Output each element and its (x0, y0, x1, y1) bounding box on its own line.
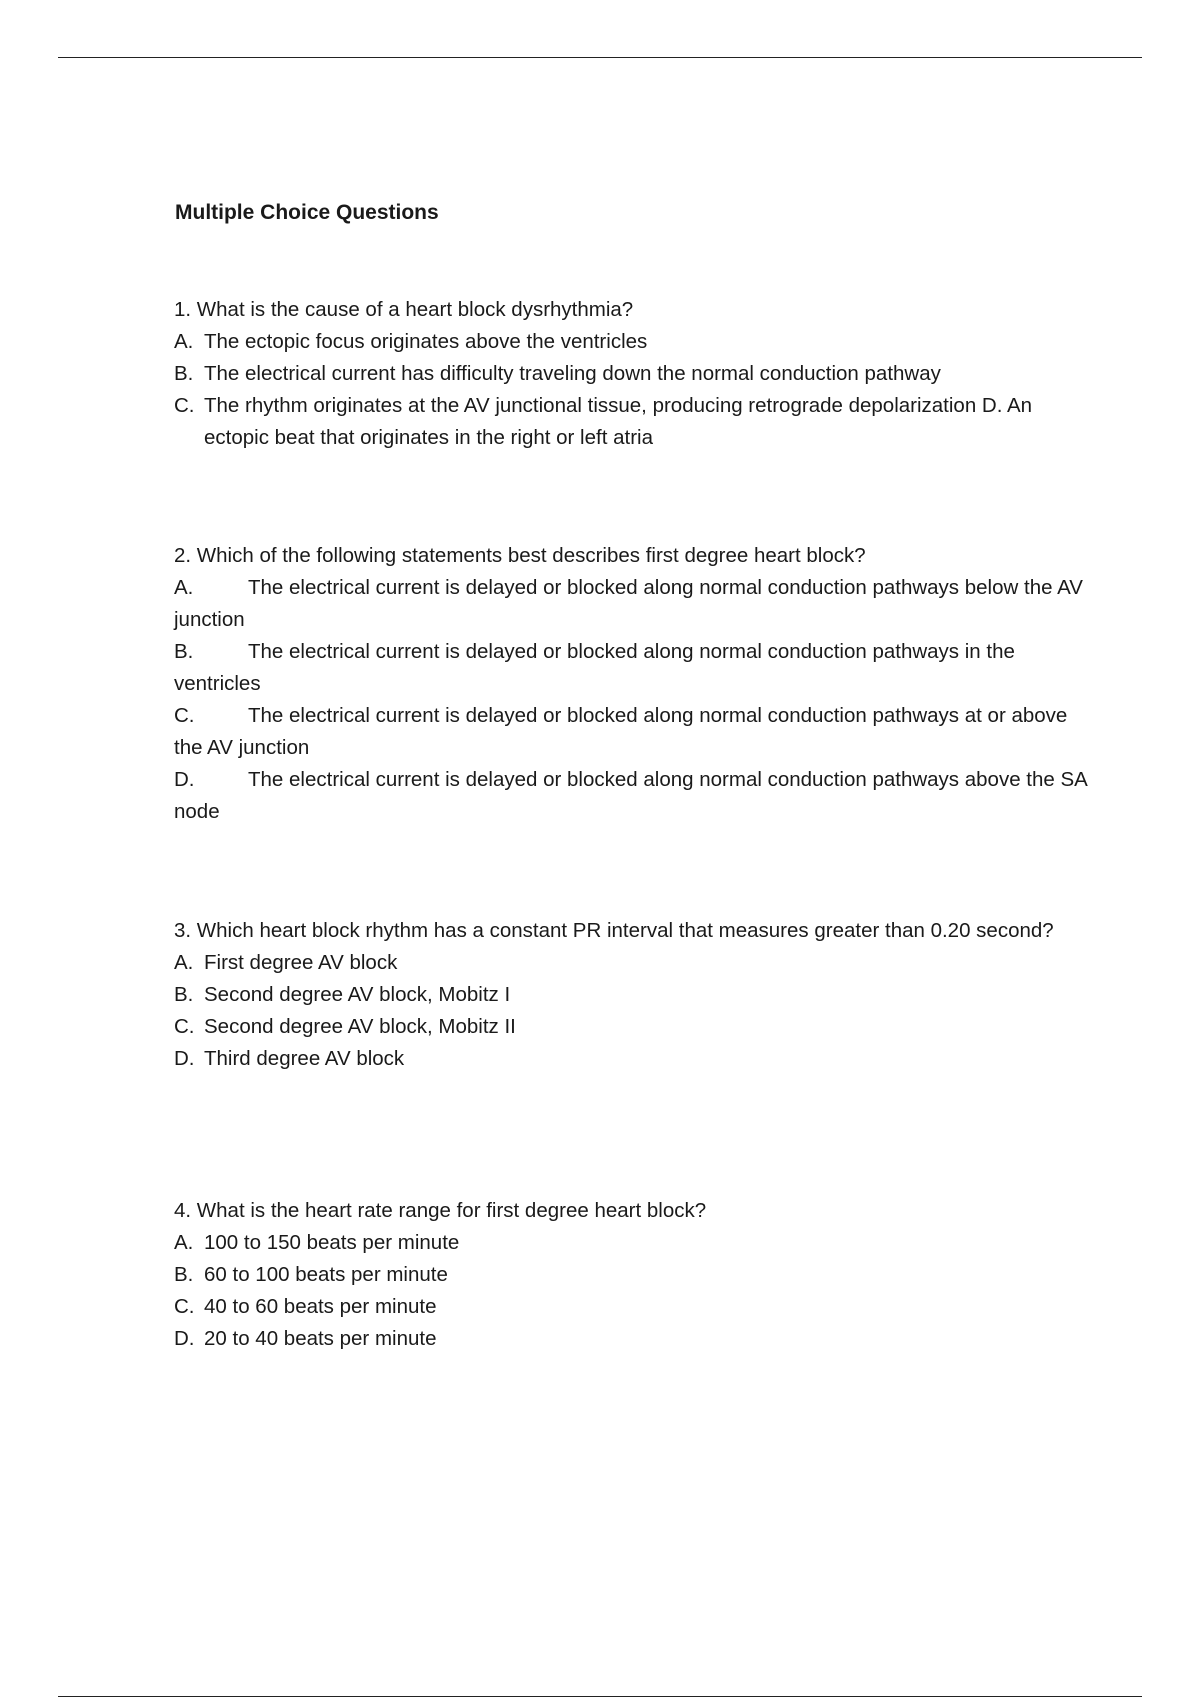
option-text: 60 to 100 beats per minute (204, 1263, 448, 1286)
footer-rule (58, 1696, 1142, 1697)
option-text: The electrical current is delayed or blocked along normal conduction pathways above the SA node (174, 768, 1087, 823)
option-letter: A. (174, 951, 194, 974)
option-b (174, 636, 1094, 700)
option-c (174, 700, 1094, 764)
option-text: 100 to 150 beats per minute (204, 1231, 460, 1254)
option-letter: D. (174, 768, 195, 791)
option-a (174, 947, 1094, 979)
option-c (174, 390, 1094, 454)
option-b (174, 979, 1094, 1011)
option-text: 40 to 60 beats per minute (204, 1295, 437, 1318)
option-letter: A. (174, 330, 194, 353)
option-d (174, 764, 1094, 828)
option-text: The electrical current has difficulty traveling down the normal conduction pathway (204, 362, 941, 385)
option-text: Second degree AV block, Mobitz I (204, 983, 511, 1006)
option-a (174, 572, 1094, 636)
question-2 (174, 540, 1094, 828)
option-text: The electrical current is delayed or blocked along normal conduction pathways at or above the AV junction (174, 704, 1068, 759)
option-text: The ectopic focus originates above the ventricles (204, 330, 648, 353)
option-letter: C. (174, 704, 195, 727)
question-3 (174, 915, 1094, 1075)
question-1 (174, 294, 1094, 454)
option-a (174, 326, 1094, 358)
page-heading: Multiple Choice Questions (175, 201, 439, 224)
question-text: 4. What is the heart rate range for first degree heart block? (174, 1199, 707, 1222)
option-text: The electrical current is delayed or blocked along normal conduction pathways in the ventricles (174, 640, 1015, 695)
option-letter: C. (174, 1295, 195, 1318)
option-letter: A. (174, 576, 194, 599)
question-text: 2. Which of the following statements best describes first degree heart block? (174, 544, 866, 567)
option-letter: C. (174, 394, 195, 417)
option-letter: C. (174, 1015, 195, 1038)
option-c (174, 1011, 1094, 1043)
question-4 (174, 1195, 1094, 1355)
question-text: 1. What is the cause of a heart block dysrhythmia? (174, 298, 634, 321)
option-text: Second degree AV block, Mobitz II (204, 1015, 516, 1038)
option-d (174, 1323, 1094, 1355)
option-text: First degree AV block (204, 951, 398, 974)
option-text: The electrical current is delayed or blocked along normal conduction pathways below the AV junction (174, 576, 1083, 631)
option-letter: D. (174, 1327, 195, 1350)
option-a (174, 1227, 1094, 1259)
option-c (174, 1291, 1094, 1323)
option-letter: A. (174, 1231, 194, 1254)
option-text: 20 to 40 beats per minute (204, 1327, 437, 1350)
option-text: Third degree AV block (204, 1047, 405, 1070)
option-text: The rhythm originates at the AV junctional tissue, producing retrograde depolarization D. An ectopic beat that originates in the right or left atria (204, 394, 1033, 449)
option-b (174, 1259, 1094, 1291)
option-letter: B. (174, 362, 194, 385)
option-letter: B. (174, 983, 194, 1006)
option-letter: B. (174, 640, 194, 663)
option-d (174, 1043, 1094, 1075)
option-letter: B. (174, 1263, 194, 1286)
option-letter: D. (174, 1047, 195, 1070)
option-b (174, 358, 1094, 390)
header-rule (58, 57, 1142, 58)
question-text: 3. Which heart block rhythm has a constant PR interval that measures greater than 0.20 second? (174, 919, 1054, 942)
